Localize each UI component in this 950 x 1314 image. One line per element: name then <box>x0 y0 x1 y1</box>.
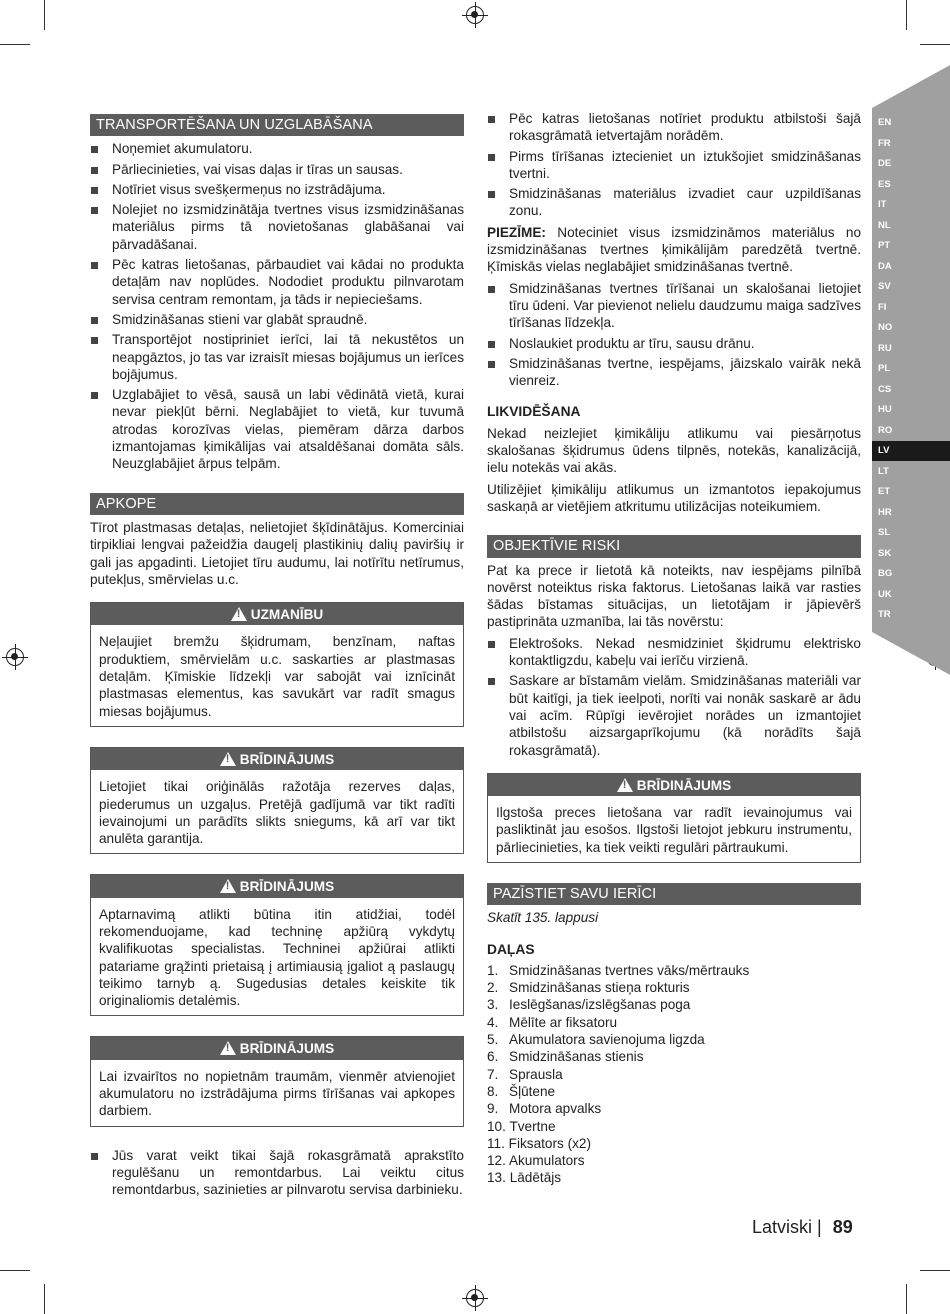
list-item: Saskare ar bīstamām vielām. Smidzināšanas materiāli var būt kaitīgi, ja tiek ieelpoti, norīti vai nonāk saskarē ar ādu vai acīm. Rūpīgi ievērojiet norādes un izmantojiet atbilstošu aizsargaprīkojumu (kā norādīts šajā rokasgrāmatā). <box>487 672 861 758</box>
warning-triangle-icon: ! <box>617 778 633 792</box>
language-tab-da: DA <box>878 260 892 272</box>
crop-mark <box>906 0 907 30</box>
left-column <box>90 114 464 1203</box>
warning-box <box>90 1036 464 1126</box>
warning-title: BRĪDINĀJUMS <box>239 751 335 767</box>
warning-triangle-icon: ! <box>220 1041 236 1055</box>
crop-mark <box>0 44 30 45</box>
crop-mark <box>44 0 45 30</box>
list-item: Smidzināšanas tvertne, iespējams, jāizskalo vairāk nekā vienreiz. <box>487 355 861 390</box>
note-label: PIEZĪME: <box>487 224 546 240</box>
registration-mark-icon <box>466 6 484 24</box>
language-tab-sk: SK <box>878 547 892 559</box>
warning-triangle-icon: ! <box>220 752 236 766</box>
registration-mark-icon <box>6 648 24 666</box>
page-number: 89 <box>832 1217 853 1237</box>
list-item: 4. Mēlīte ar fiksatoru <box>487 1014 618 1030</box>
list-item: 11. Fiksators (x2) <box>487 1135 591 1151</box>
language-tab-fr: FR <box>878 137 891 149</box>
list-item: Noslaukiet produktu ar tīru, sausu drānu. <box>487 335 861 352</box>
language-tab-tr: TR <box>878 609 891 620</box>
list-item: 9. Motora apvalks <box>487 1101 602 1117</box>
disposal-text-2: Utilizējiet ķimikāliju atlikumus un izmantotos iepakojumus saskaņā ar vietējiem atkritumu utilizācijas noteikumiem. <box>487 481 861 514</box>
list-item: Transportējot nostipriniet ierīci, lai tā nekustētos un neapgāztos, jo tas var izraisīt miesas bojājumus un ierīces bojājumus. <box>90 331 464 383</box>
language-tab-ro: RO <box>878 424 893 436</box>
warning-box <box>90 874 464 1016</box>
section-heading-maintenance: APKOPE <box>90 493 464 515</box>
list-item: 13. Lādētājs <box>487 1170 562 1186</box>
language-tab-pl: PL <box>878 363 891 374</box>
language-tab-hu: HU <box>878 404 892 415</box>
disposal-heading: LIKVIDĒŠANA <box>487 404 581 420</box>
language-tab-sv: SV <box>878 281 891 292</box>
list-item: 2. Smidzināšanas stieņa rokturis <box>487 980 690 996</box>
crop-mark <box>920 44 950 45</box>
warning-header <box>488 774 860 796</box>
language-tab-fi: FI <box>878 301 887 313</box>
list-item: Pēc katras lietošanas, pārbaudiet vai kādai no produkta detaļām nav noplūdes. Nododiet produktu pilnvarotam servisa centram remontam, ja tāds ir nepieciešams. <box>90 256 464 308</box>
warning-box <box>90 747 464 854</box>
caution-title: UZMANĪBU <box>250 607 324 623</box>
list-item: 7. Sprausla <box>487 1066 563 1082</box>
list-item: Notīriet visus svešķermeņus no izstrādājuma. <box>90 181 464 198</box>
language-tab-uk: UK <box>878 588 892 600</box>
list-item: 8. Šļūtene <box>487 1083 556 1099</box>
warning-title: BRĪDINĀJUMS <box>239 879 335 895</box>
language-tab-lv: LV <box>872 441 950 461</box>
warning-title: BRĪDINĀJUMS <box>239 1041 335 1057</box>
parts-heading: DAĻAS <box>487 941 535 957</box>
language-tab-cs: CS <box>878 383 892 395</box>
list-item: 10. Tvertne <box>487 1118 556 1134</box>
list-item: 1. Smidzināšanas tvertnes vāks/mērtrauks <box>487 962 750 978</box>
language-tab-no: NO <box>878 322 893 333</box>
list-item: Jūs varat veikt tikai šajā rokasgrāmatā aprakstīto regulēšanu un remontdarbus. Lai veiktu citus remontdarbus, sazinieties ar pilnvarotu servisa darbinieku. <box>90 1147 464 1199</box>
language-tab-ru: RU <box>878 342 892 354</box>
rinse-list <box>487 280 861 390</box>
list-item: Pirms tīrīšanas iztecieniet un iztukšojiet smidzināšanas tvertni. <box>487 148 861 183</box>
warning-triangle-icon: ! <box>231 607 247 621</box>
parts-list <box>487 962 861 1187</box>
section-heading-transport: TRANSPORTĒŠANA UN UZGLABĀŠANA <box>90 114 464 136</box>
warning-header <box>91 875 463 897</box>
warning-header <box>91 1037 463 1059</box>
warning-text: Lai izvairītos no nopietnām traumām, vienmēr atvienojiet akumulatoru no izstrādājuma pirms tīrīšanas vai apkopes darbiem. <box>99 1068 455 1119</box>
footer-separator: | <box>817 1217 822 1237</box>
language-tab-en: EN <box>878 117 892 128</box>
risks-text: Pat ka prece ir lietotā kā noteikts, nav iespējams pilnībā novērst noteiktus riska faktorus. Lietošanas laikā var rasties šādas bīstamas situācijas, un lietotājam ir jāpievērš pastiprināta uzmanība, lai tās novērstu: <box>487 562 861 630</box>
note-text: Noteciniet visus izsmidzināmos materiālus no izsmidzināšanas tvertnes ķimikālijām paredzētā tvertnē. Ķīmiskās vielas neglabājiet smidzināšanas tvertnē. <box>487 224 861 275</box>
language-tabs <box>872 113 950 626</box>
section-heading-risks: OBJEKTĪVIE RISKI <box>487 535 861 557</box>
language-tab-et: ET <box>878 486 891 497</box>
crop-mark <box>0 1270 30 1271</box>
caution-box <box>90 602 464 727</box>
language-tab-de: DE <box>878 158 892 169</box>
list-item: Noņemiet akumulatoru. <box>90 140 464 157</box>
list-item: 6. Smidzināšanas stienis <box>487 1049 644 1065</box>
list-item: Pēc katras lietošanas notīriet produktu atbilstoši šajā rokasgrāmatā ietvertajām norādēm. <box>487 110 861 145</box>
language-tab-lt: LT <box>878 465 889 477</box>
crop-mark <box>920 1270 950 1271</box>
list-item: Elektrošoks. Nekad nesmidziniet šķidrumu elektrisko kontaktligzdu, kabeļu vai ierīču virzienā. <box>487 635 861 670</box>
repair-list <box>90 1147 464 1199</box>
language-tab-pt: PT <box>878 240 891 251</box>
language-tab-it: IT <box>878 199 887 210</box>
warning-box <box>487 773 861 863</box>
language-tab-sl: SL <box>878 527 891 538</box>
language-tab-nl: NL <box>878 219 891 231</box>
footer-language: Latviski <box>752 1217 813 1237</box>
list-item: 5. Akumulatora savienojuma ligzda <box>487 1032 705 1048</box>
caution-text: Neļaujiet bremžu šķidrumam, benzīnam, naftas produktiem, smērvielām u.c. saskarties ar plastmasas detaļām. Ķīmiskie līdzekļi var sabojāt vai iznīcināt plastmasas elementus, kas savukārt var radīt smagus miesas bojājumus. <box>99 634 455 719</box>
language-tab-hr: HR <box>878 506 892 518</box>
page-footer <box>752 1217 853 1238</box>
page-reference: Skatīt 135. lappusi <box>487 910 599 926</box>
disposal-text-1: Nekad neizlejiet ķimikāliju atlikumu vai piesārņotus skalošanas šķidrumus ūdens tilpnēs, notekās, kanalizācijā, ielu notekās vai akās. <box>487 425 861 476</box>
language-tab-es: ES <box>878 178 891 190</box>
transport-list <box>90 140 464 472</box>
list-item: Smidzināšanas stieni var glabāt spraudnē. <box>90 311 464 328</box>
crop-mark <box>906 1284 907 1314</box>
list-item: 12. Akumulators <box>487 1153 585 1169</box>
right-column <box>487 110 861 1187</box>
cleaning-list <box>487 110 861 220</box>
warning-triangle-icon: ! <box>220 879 236 893</box>
section-heading-know-device: PAZĪSTIET SAVU IERĪCI <box>487 883 861 905</box>
list-item: Uzglabājiet to vēsā, sausā un labi vēdinātā vietā, kurai nevar piekļūt bērni. Neglabājiet to vietā, kur tuvumā atrodas korozīvas vielas, piemēram dārza darbos izmantojamas ķimikālijas vai atsaldēšanai domāta sāls. Neuzglabājiet ārpus telpām. <box>90 386 464 472</box>
warning-text: Ilgstoša preces lietošana var radīt ievainojumus vai pasliktināt jau esošos. Ilgstoši lietojot jebkuru instrumentu, pārliecinieties, ka tiek veikti regulāri pārtraukumi. <box>496 805 852 855</box>
maintenance-text: Tīrot plastmasas detaļas, nelietojiet šķīdinātājus. Komerciniai tirpikliai lengvai pažeidžia daugelį plastikinių dalių paviršių ir gali jas apgadinti. Lietojiet tīru audumu, lai notīrītu netīrumus, putekļus, smērvielas u.c. <box>90 519 464 587</box>
warning-text: Aptarnavimą atlikti būtina itin atidžiai, todėl rekomenduojame, kad techninę apžiūrą vykdytų kvalifikuotas specialistas. Techninei apžiūrai atlikti patariame grąžinti prietaisą į artimiausią įgaliot ą paslaugų teikimo tarnyb ą. Sugedusias detales keiskite tik originaliomis detalėmis. <box>99 906 455 1009</box>
list-item: Smidzināšanas tvertnes tīrīšanai un skalošanai lietojiet tīru ūdeni. Var pievienot nelielu daudzumu maiga sadzīves tīrīšanas līdzekļa. <box>487 280 861 332</box>
language-tab-bg: BG <box>878 568 893 579</box>
note-paragraph <box>487 224 861 276</box>
crop-mark <box>44 1284 45 1314</box>
list-item: Pārliecinieties, vai visas daļas ir tīras un sausas. <box>90 161 464 178</box>
list-item: Smidzināšanas materiālus izvadiet caur uzpildīšanas zonu. <box>487 185 861 220</box>
warning-text: Lietojiet tikai oriģinālās ražotāja rezerves daļas, piederumus un uzgaļus. Pretējā gadījumā var tikt radīti ievainojumi un parādīts slikts sniegums, kā arī var tikt anulēta garantija. <box>99 779 455 847</box>
risks-list <box>487 635 861 759</box>
registration-mark-icon <box>466 1289 484 1307</box>
warning-title: BRĪDINĀJUMS <box>636 777 732 793</box>
caution-header <box>91 603 463 625</box>
list-item: Nolejiet no izsmidzinātāja tvertnes visus izsmidzināšanas materiālus pirms tā novietošanas glabāšanai vai pārvadāšanai. <box>90 201 464 253</box>
list-item: 3. Ieslēgšanas/izslēgšanas poga <box>487 997 691 1013</box>
warning-header <box>91 748 463 770</box>
